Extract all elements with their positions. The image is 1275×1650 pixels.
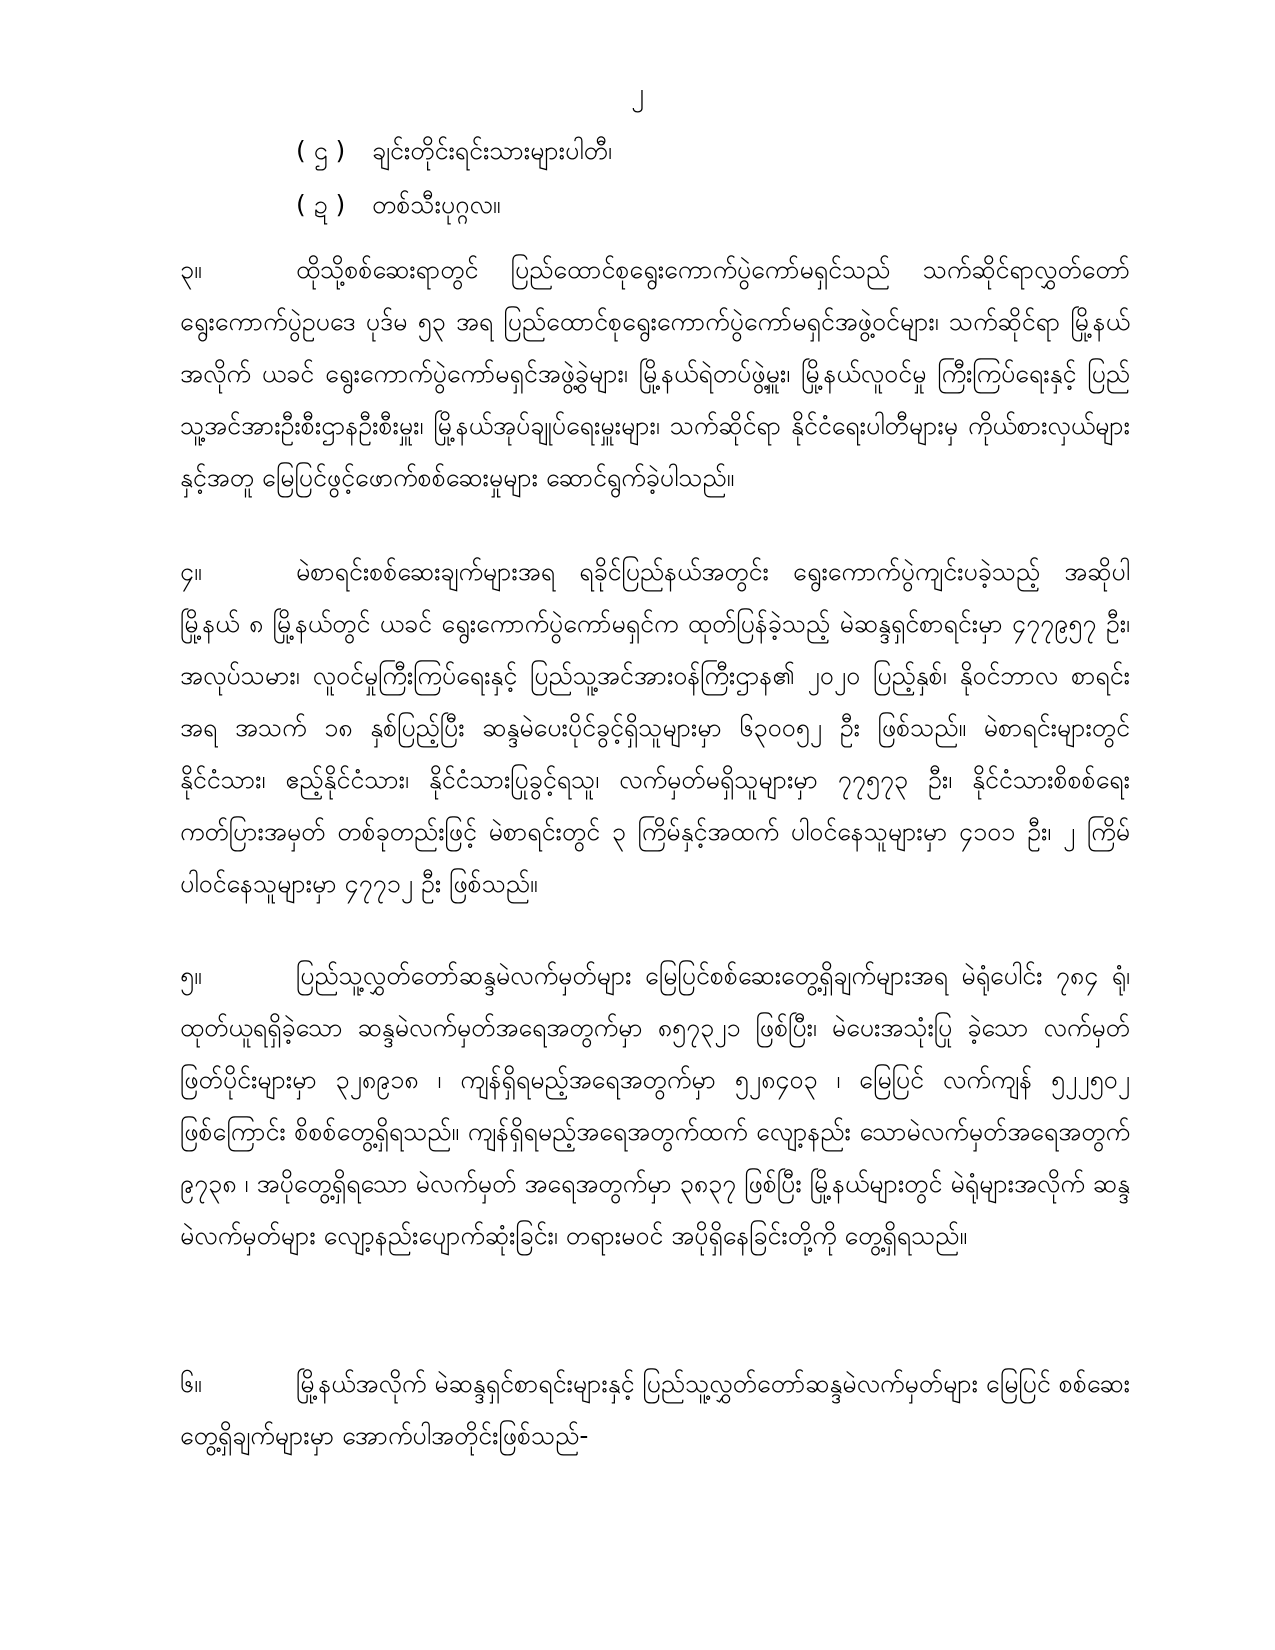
paragraph-number: ၄။	[180, 557, 202, 586]
paragraph-text: ပြည်သူ့လွှတ်တော်ဆန္ဒမဲလက်မှတ်များ မြေပြင်စစ်ဆေးတွေ့ရှိချက်များအရ မဲရုံပေါင်း ၇၈၄ ရုံ၊ ထုတ်ယူရရှိခဲ့သော ဆန္ဒမဲလက်မှတ်အရေအတွက်မှာ ၈၅၇၃၂၁ ဖြစ်ပြီး၊ မဲပေးအသုံးပြု ခဲ့သော လက်မှတ်ဖြတ်ပိုင်းများမှာ ၃၂၈၉၁၈ ၊ ကျန်ရှိရမည့်အရေအတွက်မှာ ၅၂၈၄၀၃ ၊ မြေပြင် လက်ကျန် ၅၂၂၅၀၂ ဖြစ်ကြောင်း စိစစ်တွေ့ရှိရသည်။ ကျန်ရှိရမည့်အရေအတွက်ထက် လျော့နည်း သောမဲလက်မှတ်အရေအတွက် ၉၇၃၈ ၊ အပိုတွေ့ရှိရသော မဲလက်မှတ် အရေအတွက်မှာ ၃၈၃၇ ဖြစ်ပြီး မြို့နယ်များတွင် မဲရုံများအလိုက် ဆန္ဒမဲလက်မှတ်များ လျော့နည်းပျောက်ဆုံးခြင်း၊ တရားမဝင် အပိုရှိနေခြင်းတို့ကို တွေ့ရှိရသည်။	[180, 961, 1130, 1250]
list-item-individual	[296, 190, 500, 220]
paragraph-5	[180, 950, 1130, 1262]
paragraph-text: မြို့နယ်အလိုက် မဲဆန္ဒရှင်စာရင်းများနှင့် ပြည်သူ့လွှတ်တော်ဆန္ဒမဲလက်မှတ်များ မြေပြင် စစ်ဆေးတွေ့ရှိချက်များမှာ အောက်ပါအတိုင်းဖြစ်သည်-	[180, 1369, 1130, 1450]
paragraph-4	[180, 546, 1130, 910]
list-item-marker: ( ဌ )	[296, 136, 346, 165]
page-number: ၂	[631, 78, 644, 108]
paragraph-text: မဲစာရင်းစစ်ဆေးချက်များအရ ရခိုင်ပြည်နယ်အတွင်း ရွေးကောက်ပွဲကျင်းပခဲ့သည့် အဆိုပါ မြို့နယ် ၈ မြို့နယ်တွင် ယခင် ရွေးကောက်ပွဲကော်မရှင်က ထုတ်ပြန်ခဲ့သည့် မဲဆန္ဒရှင်စာရင်းမှာ ၄၇၇၉၅၇ ဦး၊ အလုပ်သမား၊ လူဝင်မှုကြီးကြပ်ရေးနှင့် ပြည်သူ့အင်အားဝန်ကြီးဌာန၏ ၂၀၂၀ ပြည့်နှစ်၊ နိုဝင်ဘာလ စာရင်းအရ အသက် ၁၈ နှစ်ပြည့်ပြီး ဆန္ဒမဲပေးပိုင်ခွင့်ရှိသူများမှာ ၆၃၀၀၅၂ ဦး ဖြစ်သည်။ မဲစာရင်းများတွင် နိုင်ငံသား၊ ဧည့်နိုင်ငံသား၊ နိုင်ငံသားပြုခွင့်ရသူ၊ လက်မှတ်မရှိသူများမှာ ၇၇၅၇၃ ဦး၊ နိုင်ငံသားစိစစ်ရေးကတ်ပြားအမှတ် တစ်ခုတည်းဖြင့် မဲစာရင်းတွင် ၃ ကြိမ်နှင့်အထက် ပါဝင်နေသူများမှာ ၄၁၀၁ ဦး၊ ၂ ကြိမ် ပါဝင်နေသူများမှာ ၄၇၇၁၂ ဦး ဖြစ်သည်။	[180, 557, 1130, 898]
paragraph-number: ၃။	[180, 255, 202, 284]
paragraph-6	[180, 1358, 1130, 1462]
paragraph-number: ၅။	[180, 961, 202, 990]
paragraph-number: ၆။	[180, 1369, 202, 1398]
paragraph-text: ထိုသို့စစ်ဆေးရာတွင် ပြည်ထောင်စုရွေးကောက်ပွဲကော်မရှင်သည် သက်ဆိုင်ရာလွှတ်တော် ရွေးကောက်ပွဲဥပဒေ ပုဒ်မ ၅၃ အရ ပြည်ထောင်စုရွေးကောက်ပွဲကော်မရှင်အဖွဲ့ဝင်များ၊ သက်ဆိုင်ရာ မြို့နယ်အလိုက် ယခင် ရွေးကောက်ပွဲကော်မရှင်အဖွဲ့ခွဲများ၊ မြို့နယ်ရဲတပ်ဖွဲ့မှူး၊ မြို့နယ်လူဝင်မှု ကြီးကြပ်ရေးနှင့် ပြည်သူ့အင်အားဦးစီးဌာနဦးစီးမှူး၊ မြို့နယ်အုပ်ချုပ်ရေးမှူးများ၊ သက်ဆိုင်ရာ နိုင်ငံရေးပါတီများမှ ကိုယ်စားလှယ်များနှင့်အတူ မြေပြင်ဖွင့်ဖောက်စစ်ဆေးမှုများ ဆောင်ရွက်ခဲ့ပါသည်။	[180, 255, 1130, 492]
list-item-marker: ( ဍ )	[296, 190, 346, 219]
paragraph-3	[180, 244, 1130, 504]
list-item-party	[296, 136, 612, 166]
list-item-text: ချင်းတိုင်းရင်းသားများပါတီ၊	[372, 136, 612, 165]
list-item-text: တစ်သီးပုဂ္ဂလ။	[372, 190, 501, 219]
